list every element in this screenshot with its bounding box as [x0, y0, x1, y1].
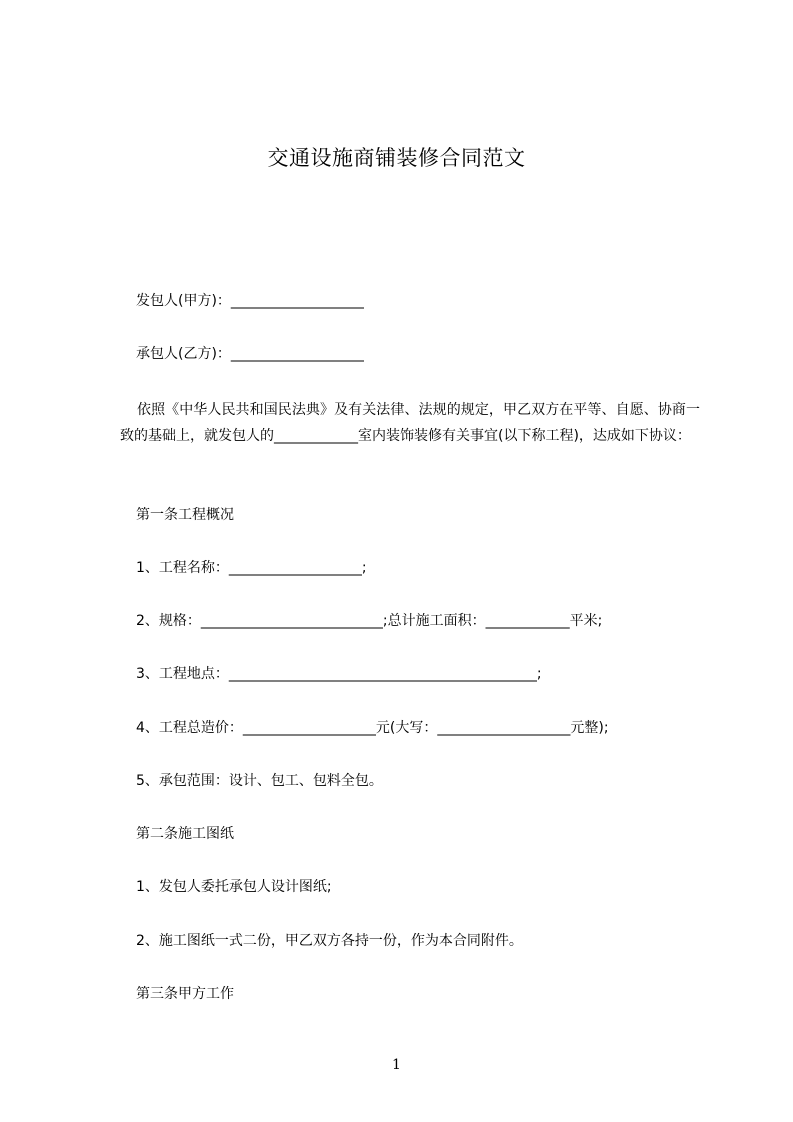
article-1-item-3: 3、工程地点：____________________________________________; — [136, 666, 542, 682]
article-1-heading: 第一条工程概况 — [136, 507, 234, 523]
preamble-paragraph — [120, 397, 700, 449]
page-number: 1 — [392, 1057, 401, 1073]
article-2-heading: 第二条施工图纸 — [136, 826, 234, 842]
party-a-line: 发包人(甲方)：___________________ — [136, 293, 364, 309]
preamble-text: 依照《中华人民共和国民法典》及有关法律、法规的规定，甲乙双方在平等、自愿、协商一致的基础上，就发包人的____________室内装饰装修有关事宜(以下称工程)，达成如下协议： — [120, 402, 700, 444]
article-1-item-1: 1、工程名称：___________________; — [136, 560, 367, 576]
article-2-item-2: 2、施工图纸一式二份，甲乙双方各持一份，作为本合同附件。 — [136, 933, 523, 949]
article-3-heading: 第三条甲方工作 — [136, 986, 234, 1002]
document-title: 交通设施商铺装修合同范文 — [267, 146, 526, 170]
article-1-item-2: 2、规格：__________________________;总计施工面积：____________平米; — [136, 613, 603, 629]
party-b-line: 承包人(乙方)：___________________ — [136, 346, 364, 362]
article-1-item-4: 4、工程总造价：___________________元(大写：___________________元整); — [136, 720, 609, 736]
article-2-item-1: 1、发包人委托承包人设计图纸; — [136, 879, 332, 895]
article-1-item-5: 5、承包范围：设计、包工、包料全包。 — [136, 773, 383, 789]
